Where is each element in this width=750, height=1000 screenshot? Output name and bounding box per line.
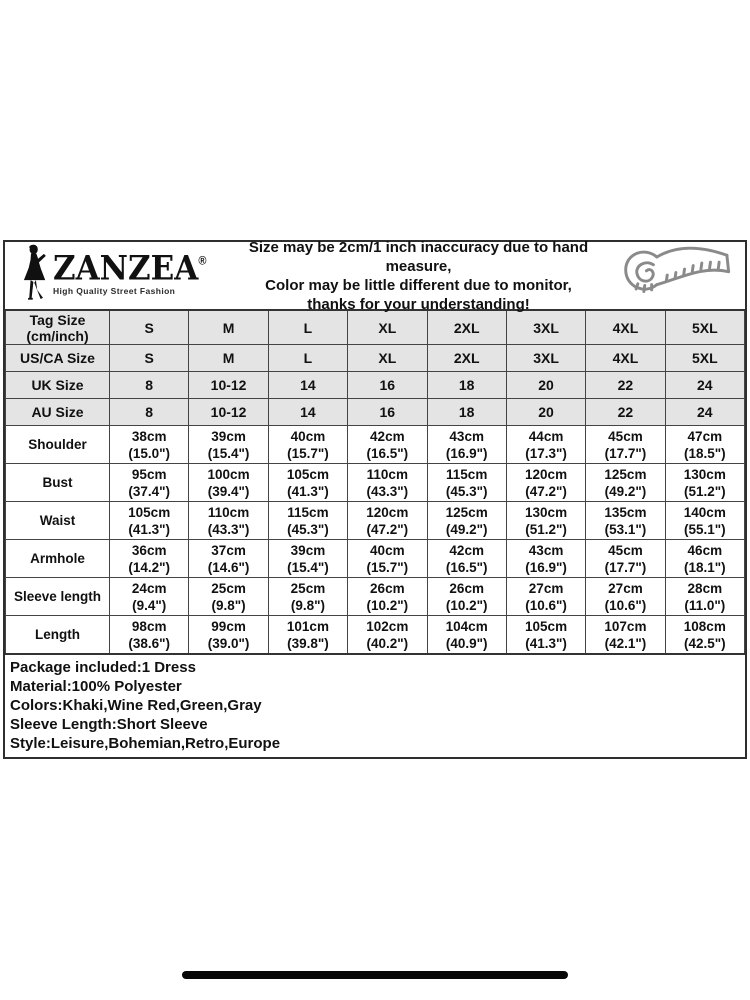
- table-row: [6, 399, 745, 426]
- table-cell: 8: [110, 372, 189, 399]
- table-cell: 8: [110, 399, 189, 426]
- table-cell: 125cm (49.2"): [427, 502, 506, 540]
- table-cell: 27cm (10.6"): [506, 578, 585, 616]
- table-cell: 16: [348, 372, 427, 399]
- table-cell: 115cm (45.3"): [268, 502, 347, 540]
- table-cell: 40cm (15.7"): [348, 540, 427, 578]
- table-cell: 104cm (40.9"): [427, 616, 506, 655]
- table-cell: 14: [268, 372, 347, 399]
- table-cell: 24cm (9.4"): [110, 578, 189, 616]
- row-label: Armhole: [6, 540, 110, 578]
- brand-logo: [11, 243, 226, 308]
- brand-tagline: High Quality Street Fashion: [53, 286, 176, 297]
- chart-sheet: [3, 240, 747, 759]
- table-cell: 108cm (42.5"): [665, 616, 744, 655]
- table-cell: 100cm (39.4"): [189, 464, 268, 502]
- table-cell: XL: [348, 310, 427, 345]
- disclaimer-line: Color may be little different due to monitor,: [265, 276, 572, 294]
- table-cell: 95cm (37.4"): [110, 464, 189, 502]
- table-cell: 43cm (16.9"): [427, 426, 506, 464]
- disclaimer-line: Size may be 2cm/1 inch inaccuracy due to hand measure,: [248, 238, 589, 275]
- table-row: [6, 372, 745, 399]
- table-row: [6, 345, 745, 372]
- size-table-body: [6, 310, 745, 654]
- table-row: [6, 502, 745, 540]
- row-label: UK Size: [6, 372, 110, 399]
- table-cell: S: [110, 345, 189, 372]
- brand-text: [53, 249, 207, 297]
- table-cell: 36cm (14.2"): [110, 540, 189, 578]
- table-cell: 46cm (18.1"): [665, 540, 744, 578]
- table-cell: 38cm (15.0"): [110, 426, 189, 464]
- table-cell: 27cm (10.6"): [586, 578, 665, 616]
- disclaimer-line: thanks for your understanding!: [307, 295, 530, 313]
- table-row: [6, 578, 745, 616]
- table-cell: 26cm (10.2"): [348, 578, 427, 616]
- measuring-tape-icon: [611, 244, 739, 308]
- table-cell: XL: [348, 345, 427, 372]
- table-cell: 39cm (15.4"): [268, 540, 347, 578]
- table-cell: 44cm (17.3"): [506, 426, 585, 464]
- detail-line: Material:100% Polyester: [10, 678, 182, 695]
- row-label: Bust: [6, 464, 110, 502]
- table-cell: L: [268, 310, 347, 345]
- table-cell: L: [268, 345, 347, 372]
- table-cell: 2XL: [427, 310, 506, 345]
- table-cell: 22: [586, 372, 665, 399]
- detail-line: Colors:Khaki,Wine Red,Green,Gray: [10, 697, 262, 714]
- table-cell: 4XL: [586, 310, 665, 345]
- table-row: [6, 426, 745, 464]
- table-cell: 20: [506, 372, 585, 399]
- table-cell: 37cm (14.6"): [189, 540, 268, 578]
- detail-line: Sleeve Length:Short Sleeve: [10, 716, 208, 733]
- table-cell: 42cm (16.5"): [427, 540, 506, 578]
- table-cell: 120cm (47.2"): [506, 464, 585, 502]
- table-row: [6, 616, 745, 655]
- row-label: US/CA Size: [6, 345, 110, 372]
- row-label: Sleeve length: [6, 578, 110, 616]
- table-cell: 5XL: [665, 345, 744, 372]
- row-label: Length: [6, 616, 110, 655]
- table-cell: M: [189, 345, 268, 372]
- table-cell: 5XL: [665, 310, 744, 345]
- table-cell: 28cm (11.0"): [665, 578, 744, 616]
- table-cell: 98cm (38.6"): [110, 616, 189, 655]
- header-band: [5, 238, 745, 313]
- table-cell: 45cm (17.7"): [586, 426, 665, 464]
- table-cell: 42cm (16.5"): [348, 426, 427, 464]
- table-cell: 25cm (9.8"): [268, 578, 347, 616]
- table-cell: 47cm (18.5"): [665, 426, 744, 464]
- table-row: [6, 464, 745, 502]
- fashion-figure-icon: [19, 243, 51, 308]
- table-cell: 20: [506, 399, 585, 426]
- table-cell: 10-12: [189, 372, 268, 399]
- table-cell: 105cm (41.3"): [506, 616, 585, 655]
- detail-line: Style:Leisure,Bohemian,Retro,Europe: [10, 735, 281, 752]
- table-cell: 18: [427, 372, 506, 399]
- table-cell: 43cm (16.9"): [506, 540, 585, 578]
- table-cell: 105cm (41.3"): [268, 464, 347, 502]
- table-cell: 14: [268, 399, 347, 426]
- table-cell: 140cm (55.1"): [665, 502, 744, 540]
- table-cell: 110cm (43.3"): [348, 464, 427, 502]
- table-cell: 45cm (17.7"): [586, 540, 665, 578]
- table-cell: 3XL: [506, 310, 585, 345]
- table-cell: 26cm (10.2"): [427, 578, 506, 616]
- table-cell: 18: [427, 399, 506, 426]
- table-cell: 24: [665, 372, 744, 399]
- table-cell: S: [110, 310, 189, 345]
- table-cell: 101cm (39.8"): [268, 616, 347, 655]
- product-details: [5, 655, 745, 757]
- table-cell: 99cm (39.0"): [189, 616, 268, 655]
- table-cell: 22: [586, 399, 665, 426]
- table-cell: 10-12: [189, 399, 268, 426]
- row-label: Waist: [6, 502, 110, 540]
- row-label: Tag Size (cm/inch): [6, 310, 110, 345]
- disclaimer: [226, 238, 611, 314]
- table-cell: 120cm (47.2"): [348, 502, 427, 540]
- table-cell: 110cm (43.3"): [189, 502, 268, 540]
- table-cell: 40cm (15.7"): [268, 426, 347, 464]
- table-row: [6, 310, 745, 345]
- table-cell: 102cm (40.2"): [348, 616, 427, 655]
- table-cell: 16: [348, 399, 427, 426]
- table-cell: 115cm (45.3"): [427, 464, 506, 502]
- table-cell: 39cm (15.4"): [189, 426, 268, 464]
- detail-line: Package included:1 Dress: [10, 659, 196, 676]
- table-cell: 130cm (51.2"): [665, 464, 744, 502]
- table-cell: M: [189, 310, 268, 345]
- table-cell: 135cm (53.1"): [586, 502, 665, 540]
- registered-mark: ®: [198, 254, 207, 268]
- table-cell: 2XL: [427, 345, 506, 372]
- table-cell: 105cm (41.3"): [110, 502, 189, 540]
- row-label: AU Size: [6, 399, 110, 426]
- table-cell: 4XL: [586, 345, 665, 372]
- home-indicator-bar: [182, 971, 568, 979]
- table-row: [6, 540, 745, 578]
- brand-name: ZANZEA®: [53, 249, 207, 289]
- table-cell: 3XL: [506, 345, 585, 372]
- row-label: Shoulder: [6, 426, 110, 464]
- size-table: [5, 309, 745, 655]
- table-cell: 130cm (51.2"): [506, 502, 585, 540]
- table-cell: 25cm (9.8"): [189, 578, 268, 616]
- table-cell: 107cm (42.1"): [586, 616, 665, 655]
- table-cell: 125cm (49.2"): [586, 464, 665, 502]
- table-cell: 24: [665, 399, 744, 426]
